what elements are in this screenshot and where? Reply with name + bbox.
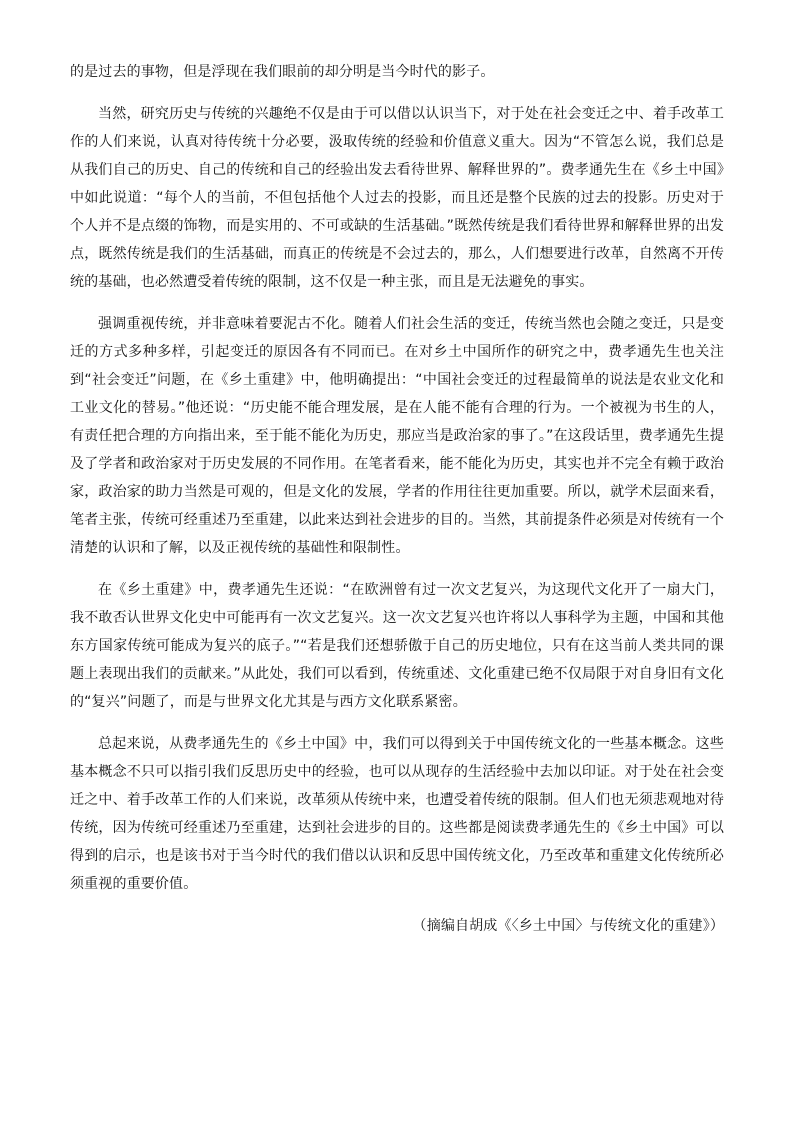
source-citation: （摘编自胡成《〈乡土中国〉与传统文化的重建》） — [412, 918, 724, 934]
document-page — [70, 58, 724, 940]
paragraph-4: 在《乡土重建》中，费孝通先生还说：“在欧洲曾有过一次文艺复兴，为这现代文化开了一扇大门，我不敢否认世界文化史中可能再有一次文艺复兴。这一次文艺复兴也许将以人事科学为主题，中国和其他东方国家传统可能成为复兴的底子。”“若是我们还想骄傲于自己的历史地位，只有在这当前人类共同的课题上表现出我们的贡献来。”从此处，我们可以看到，传统重述、文化重建已绝不仅局限于对自身旧有文化的“复兴”问题了，而是与世界文化尤其是与西方文化联系紧密。 — [70, 582, 724, 710]
paragraph-2: 当然，研究历史与传统的兴趣绝不仅是由于可以借以认识当下，对于处在社会变迁之中、着手改革工作的人们来说，认真对待传统十分必要，汲取传统的经验和价值意义重大。因为“不管怎么说，我们总是从我们自己的历史、自己的传统和自己的经验出发去看待世界、解释世界的”。费孝通先生在《乡土中国》中如此说道：“每个人的当前，不但包括他个人过去的投影，而且还是整个民族的过去的投影。历史对于个人并不是点缀的饰物，而是实用的、不可或缺的生活基础。”既然传统是我们看待世界和解释世界的出发点，既然传统是我们的生活基础，而真正的传统是不会过去的，那么，人们想要进行改革，自然离不开传统的基础，也必然遭受着传统的限制，这不仅是一种主张，而且是无法避免的事实。 — [70, 106, 724, 290]
paragraph-5: 总起来说，从费孝通先生的《乡土中国》中，我们可以得到关于中国传统文化的一些基本概念。这些基本概念不只可以指引我们反思历史中的经验，也可以从现存的生活经验中去加以印证。对于处在社会变迁之中、着手改革工作的人们来说，改革须从传统中来，也遭受着传统的限制。但人们也无须悲观地对待传统，因为传统可经重述乃至重建，达到社会进步的目的。这些都是阅读费孝通先生的《乡土中国》可以得到的启示，也是该书对于当今时代的我们借以认识和反思中国传统文化，乃至改革和重建文化传统所必须重视的重要价值。 — [70, 736, 724, 892]
paragraph-1: 的是过去的事物，但是浮现在我们眼前的却分明是当今时代的影子。 — [70, 64, 495, 80]
paragraph-3: 强调重视传统，并非意味着要泥古不化。随着人们社会生活的变迁，传统当然也会随之变迁，只是变迁的方式多种多样，引起变迁的原因各有不同而已。在对乡土中国所作的研究之中，费孝通先生也关注到“社会变迁”问题，在《乡土重建》中，他明确提出：“中国社会变迁的过程最简单的说法是农业文化和工业文化的替易。”他还说：“历史能不能合理发展，是在人能不能有合理的行为。一个被视为书生的人，有责任把合理的方向指出来，至于能不能化为历史，那应当是政治家的事了。”在这段话里，费孝通先生提及了学者和政治家对于历史发展的不同作用。在笔者看来，能不能化为历史，其实也并不完全有赖于政治家，政治家的助力当然是可观的，但是文化的发展，学者的作用往往更加重要。所以，就学术层面来看，笔者主张，传统可经重述乃至重建，以此来达到社会进步的目的。当然，其前提条件必须是对传统有一个清楚的认识和了解，以及正视传统的基础性和限制性。 — [70, 316, 724, 556]
